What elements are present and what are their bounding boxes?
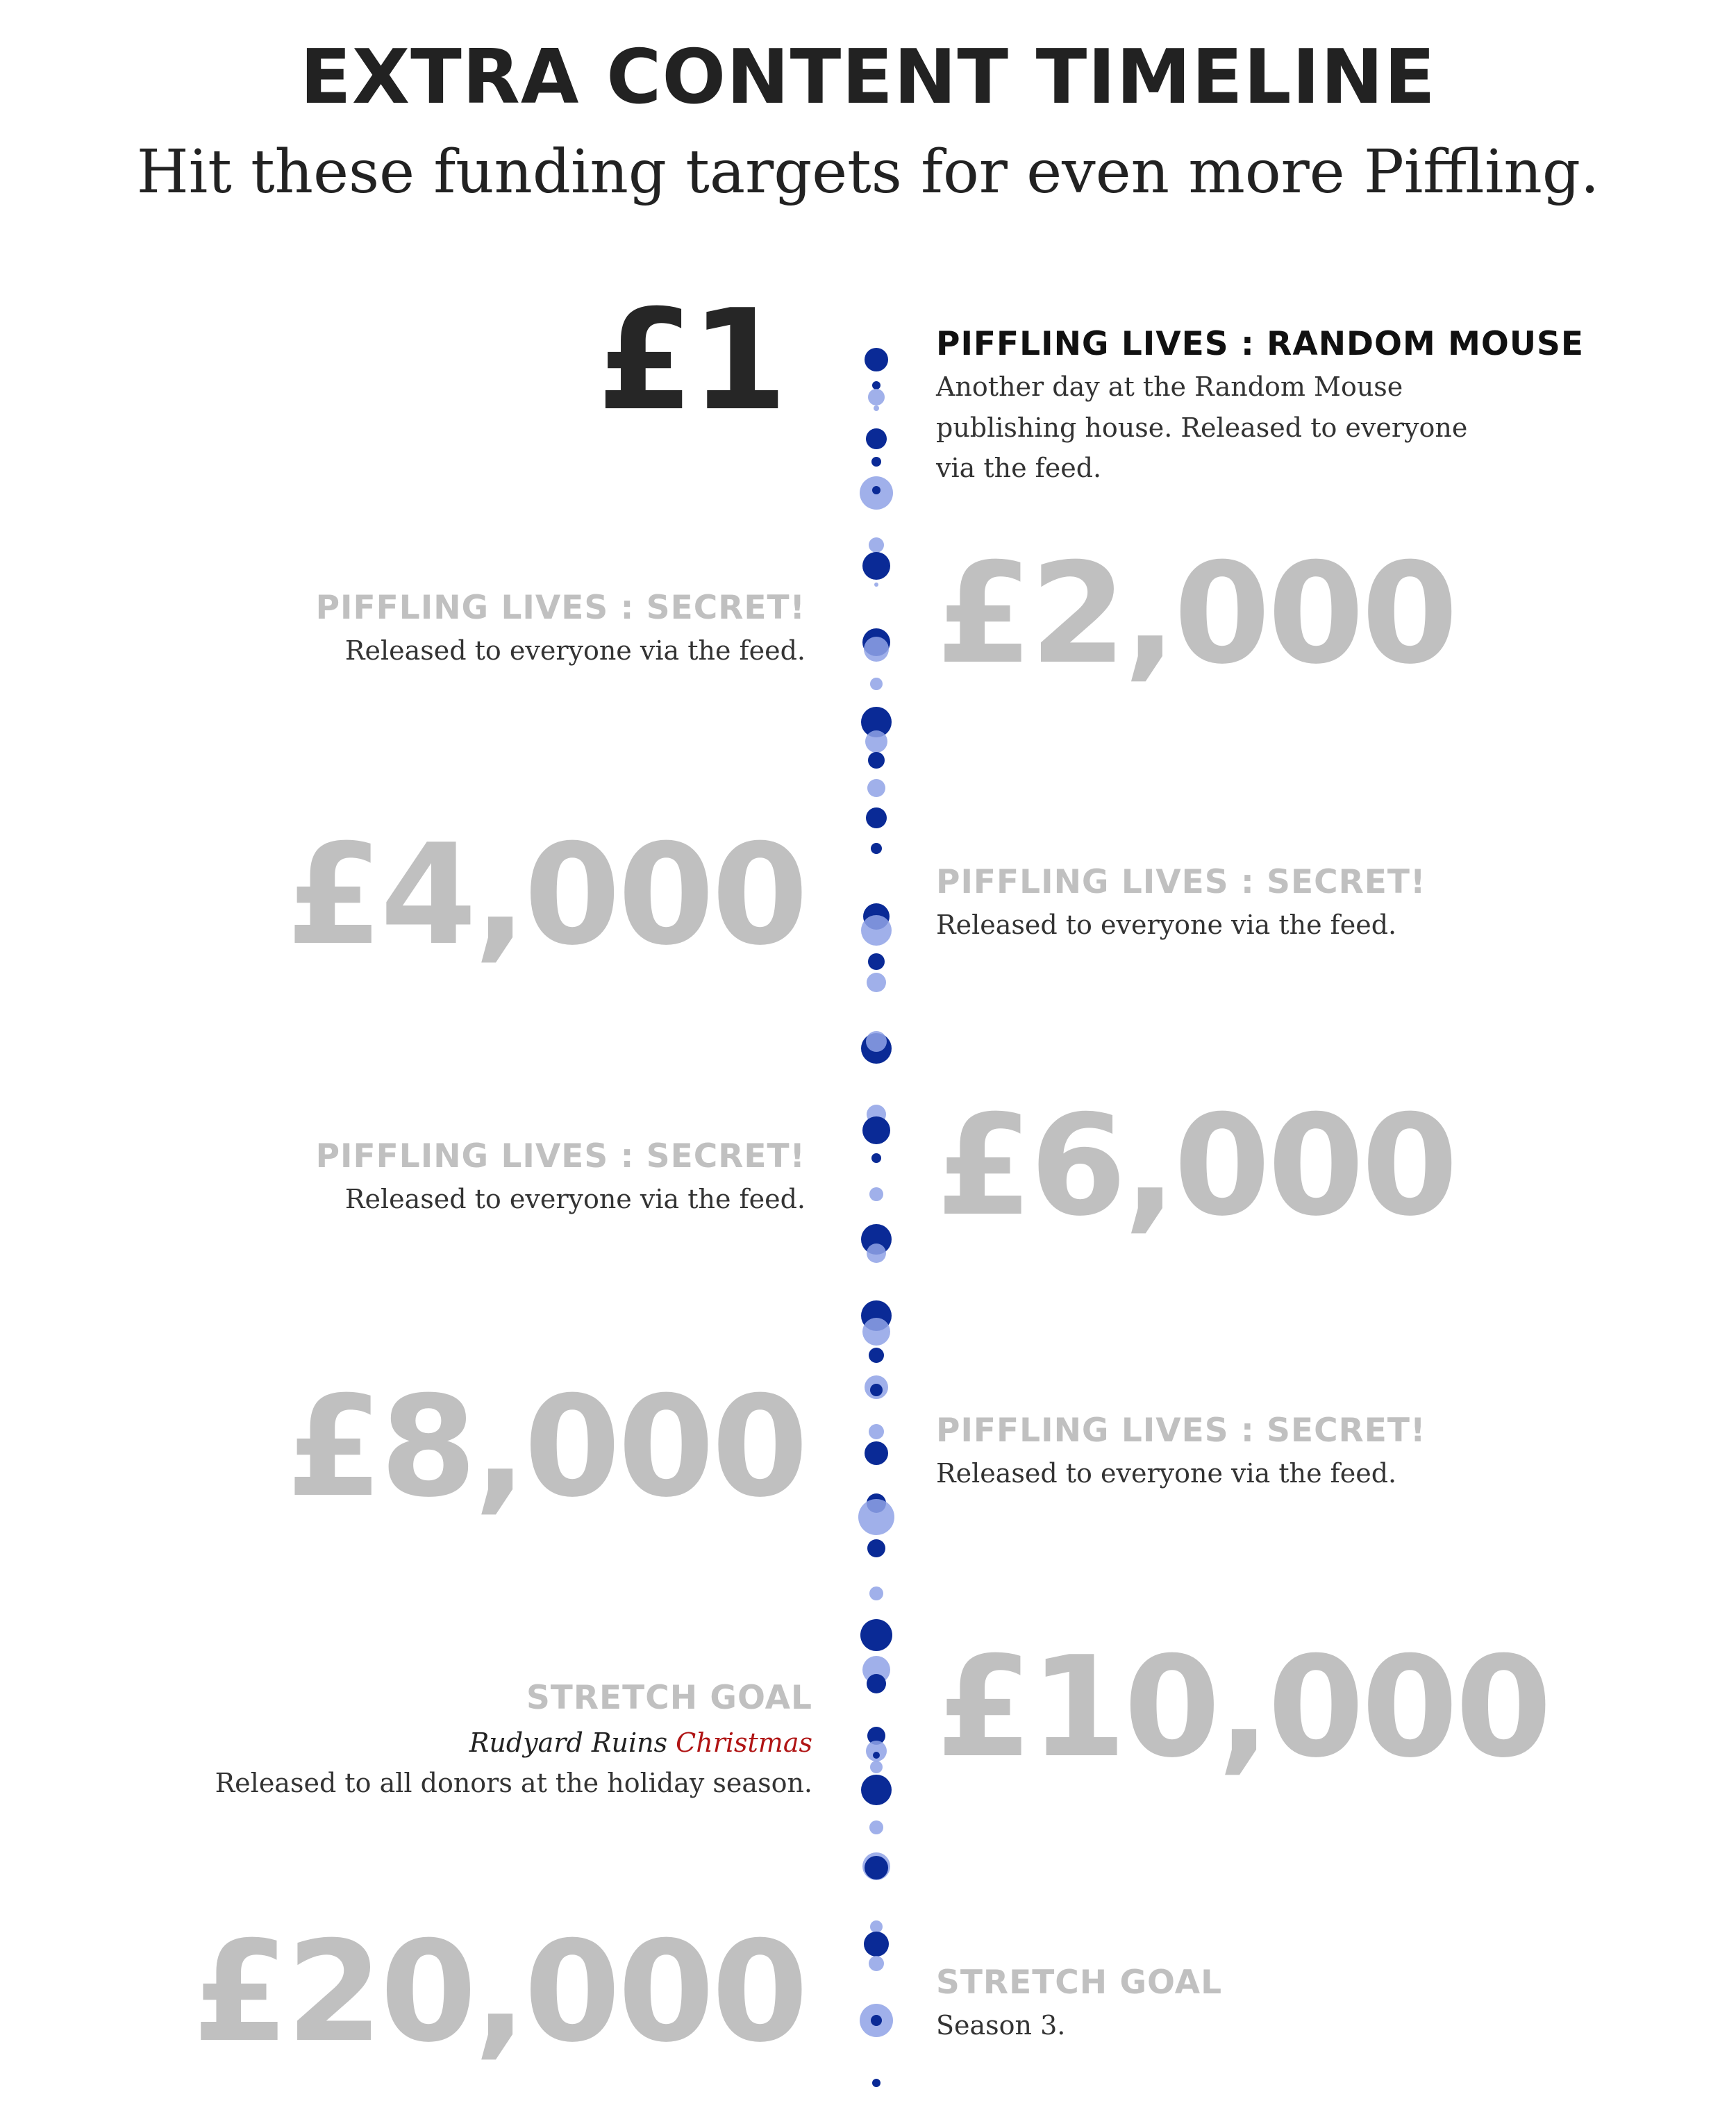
timeline-dot: [869, 537, 884, 553]
timeline-dot: [870, 678, 883, 690]
timeline-dot: [867, 1539, 885, 1557]
milestone-title-6-highlight: Christmas: [676, 1727, 812, 1758]
milestone-title-6-part1: Rudyard Ruins: [469, 1727, 676, 1758]
timeline-dot: [862, 1116, 890, 1144]
page-subtitle: Hit these funding targets for even more Piffling.: [136, 137, 1600, 207]
timeline-dot: [865, 730, 887, 753]
milestone-heading-4: PIFFLING LIVES : SECRET!: [315, 1137, 806, 1175]
milestone-description-5: Released to everyone via the feed.: [936, 1457, 1397, 1489]
milestone-description-7: Season 3.: [936, 2009, 1066, 2041]
timeline-dot: [871, 1153, 881, 1163]
timeline-dot: [871, 2015, 882, 2026]
timeline-dot: [867, 1674, 886, 1693]
milestone-heading-1: PIFFLING LIVES : RANDOM MOUSE: [936, 325, 1584, 363]
timeline-dot: [872, 486, 880, 494]
timeline-dot: [865, 348, 888, 371]
milestone-description-6: Released to all donors at the holiday season.: [215, 1767, 812, 1798]
timeline-dot: [862, 552, 890, 580]
milestone-amount-7: £20,000: [192, 1911, 806, 2073]
timeline-dot: [868, 752, 885, 769]
timeline-dot: [872, 2079, 880, 2087]
timeline-dot: [872, 381, 880, 390]
timeline-dot: [868, 953, 885, 970]
milestone-description-4: Released to everyone via the feed.: [344, 1183, 806, 1214]
timeline-dot: [867, 779, 885, 797]
timeline-dot: [874, 405, 879, 411]
milestone-amount-4: £6,000: [936, 1085, 1455, 1247]
timeline-dot: [869, 1187, 883, 1201]
milestone-item-3: [936, 864, 1561, 946]
milestone-heading-5: PIFFLING LIVES : SECRET!: [936, 1412, 1426, 1450]
timeline-dot: [864, 637, 889, 662]
timeline-dot: [873, 1752, 880, 1759]
timeline-dot: [869, 1348, 884, 1363]
timeline-dot: [869, 1586, 883, 1600]
timeline-dot: [867, 973, 886, 992]
milestone-heading-2: PIFFLING LIVES : SECRET!: [315, 589, 806, 627]
milestone-item-2: [181, 590, 806, 671]
timeline-dot: [858, 1499, 894, 1535]
timeline-dot: [866, 807, 887, 828]
timeline-dot: [869, 1424, 884, 1439]
timeline-dot: [874, 583, 878, 587]
milestone-item-7: [936, 1965, 1561, 2046]
milestone-item-6: [118, 1680, 812, 1804]
milestone-amount-6: £10,000: [936, 1627, 1549, 1789]
milestone-title-6: [118, 1723, 812, 1763]
timeline-dot: [865, 1441, 888, 1465]
timeline-dot: [866, 428, 887, 449]
milestone-amount-2: £2,000: [936, 533, 1455, 695]
timeline-dot: [869, 1820, 883, 1834]
milestone-amount-3: £4,000: [286, 814, 806, 976]
timeline-dot: [861, 1775, 892, 1805]
timeline-dot: [865, 1856, 888, 1879]
timeline-dot: [868, 389, 885, 405]
milestone-description-1: Another day at the Random Mouse publishing house. Released to everyone via the feed.: [936, 371, 1468, 484]
timeline-dot: [860, 1619, 892, 1651]
timeline-dot: [870, 1384, 883, 1396]
milestone-amount-5: £8,000: [286, 1366, 806, 1528]
timeline-dot: [869, 1956, 884, 1971]
timeline-dot: [867, 1244, 886, 1263]
milestone-item-4: [181, 1139, 806, 1220]
timeline-dot: [866, 1031, 887, 1052]
timeline-dot: [871, 843, 882, 854]
milestone-heading-6: STRETCH GOAL: [526, 1679, 812, 1717]
timeline-dot: [870, 1761, 883, 1773]
milestone-description-3: Released to everyone via the feed.: [936, 909, 1397, 940]
milestone-heading-7: STRETCH GOAL: [936, 1964, 1223, 2002]
timeline-dot: [870, 1920, 883, 1933]
milestone-item-1: [936, 325, 1584, 489]
timeline-dot: [871, 457, 881, 467]
milestone-description-2: Released to everyone via the feed.: [344, 635, 806, 666]
timeline-dot: [861, 915, 892, 946]
milestone-amount-1: £1: [596, 280, 785, 442]
timeline-dot: [862, 1318, 890, 1346]
milestone-item-5: [936, 1413, 1561, 1494]
timeline-dot: [864, 1932, 889, 1957]
page-title: EXTRA CONTENT TIMELINE: [300, 34, 1436, 121]
milestone-heading-3: PIFFLING LIVES : SECRET!: [936, 863, 1426, 901]
